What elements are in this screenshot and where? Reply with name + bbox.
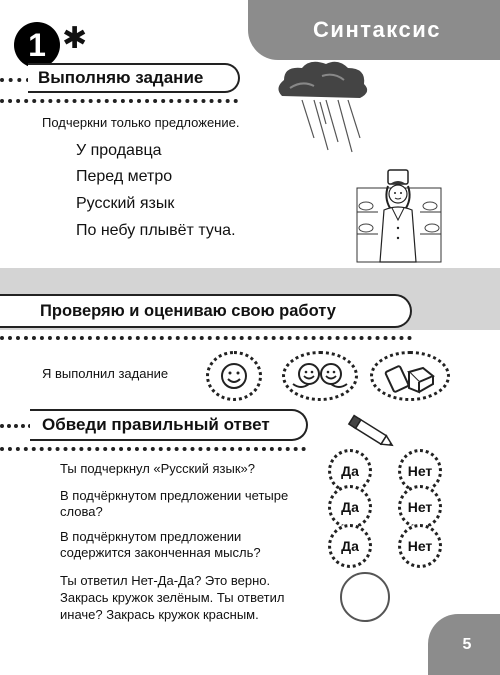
two-smileys-option[interactable] — [282, 351, 358, 401]
final-note: Ты ответил Нет-Да-Да? Это верно. Закрась кружок зелёным. Ты ответил иначе? Закрась кружок красным. — [60, 573, 285, 622]
smiley-option[interactable] — [206, 351, 262, 401]
pencil-icon — [344, 414, 398, 450]
answer-no-2[interactable]: Нет — [398, 485, 442, 529]
answer-yes-1[interactable]: Да — [328, 449, 372, 493]
tablet-book-option[interactable] — [370, 351, 450, 401]
dotted-divider — [0, 99, 238, 103]
dotted-divider — [0, 447, 306, 451]
phrase-item[interactable]: У продавца — [76, 142, 162, 159]
dotted-divider — [0, 336, 412, 340]
tablet-book-icon — [373, 354, 447, 398]
color-circle[interactable] — [340, 572, 390, 622]
phrase-item[interactable]: Перед метро — [76, 168, 173, 185]
smiley-icon — [209, 354, 259, 398]
page-header-title: Синтаксис — [313, 17, 441, 42]
section-title-check-label: Проверяю и оцениваю свою работу — [40, 301, 336, 320]
two-smileys-icon — [285, 354, 355, 398]
self-check-label: Я выполнил задание — [42, 366, 169, 381]
phrase-item[interactable]: По небу плывёт туча. — [76, 222, 236, 239]
dotted-divider — [0, 78, 30, 82]
phrase-item[interactable]: Русский язык — [76, 195, 175, 212]
section-title-task — [28, 63, 240, 93]
question-text: Ты подчеркнул «Русский язык»? — [60, 461, 255, 476]
page-number: 5 — [462, 635, 472, 653]
section-title-task-label: Выполняю задание — [38, 68, 204, 87]
question-text: В подчёркнутом предложении содержится законченная мысль? — [60, 529, 261, 560]
seller-illustration — [356, 168, 442, 264]
answer-no-3[interactable]: Нет — [398, 524, 442, 568]
instruction-text: Подчеркни только предложение. — [42, 115, 240, 130]
dotted-divider — [0, 424, 32, 428]
rain-cloud-icon — [272, 58, 372, 156]
task-number-badge: 1 — [14, 22, 60, 68]
answer-yes-3[interactable]: Да — [328, 524, 372, 568]
answer-no-1[interactable]: Нет — [398, 449, 442, 493]
question-text: В подчёркнутом предложении четыре слова? — [60, 488, 289, 519]
section-title-answer-label: Обведи правильный ответ — [42, 415, 270, 434]
section-title-answer — [30, 409, 308, 441]
task-star-icon: ✱ — [62, 21, 88, 56]
answer-yes-2[interactable]: Да — [328, 485, 372, 529]
section-title-check — [0, 294, 412, 328]
